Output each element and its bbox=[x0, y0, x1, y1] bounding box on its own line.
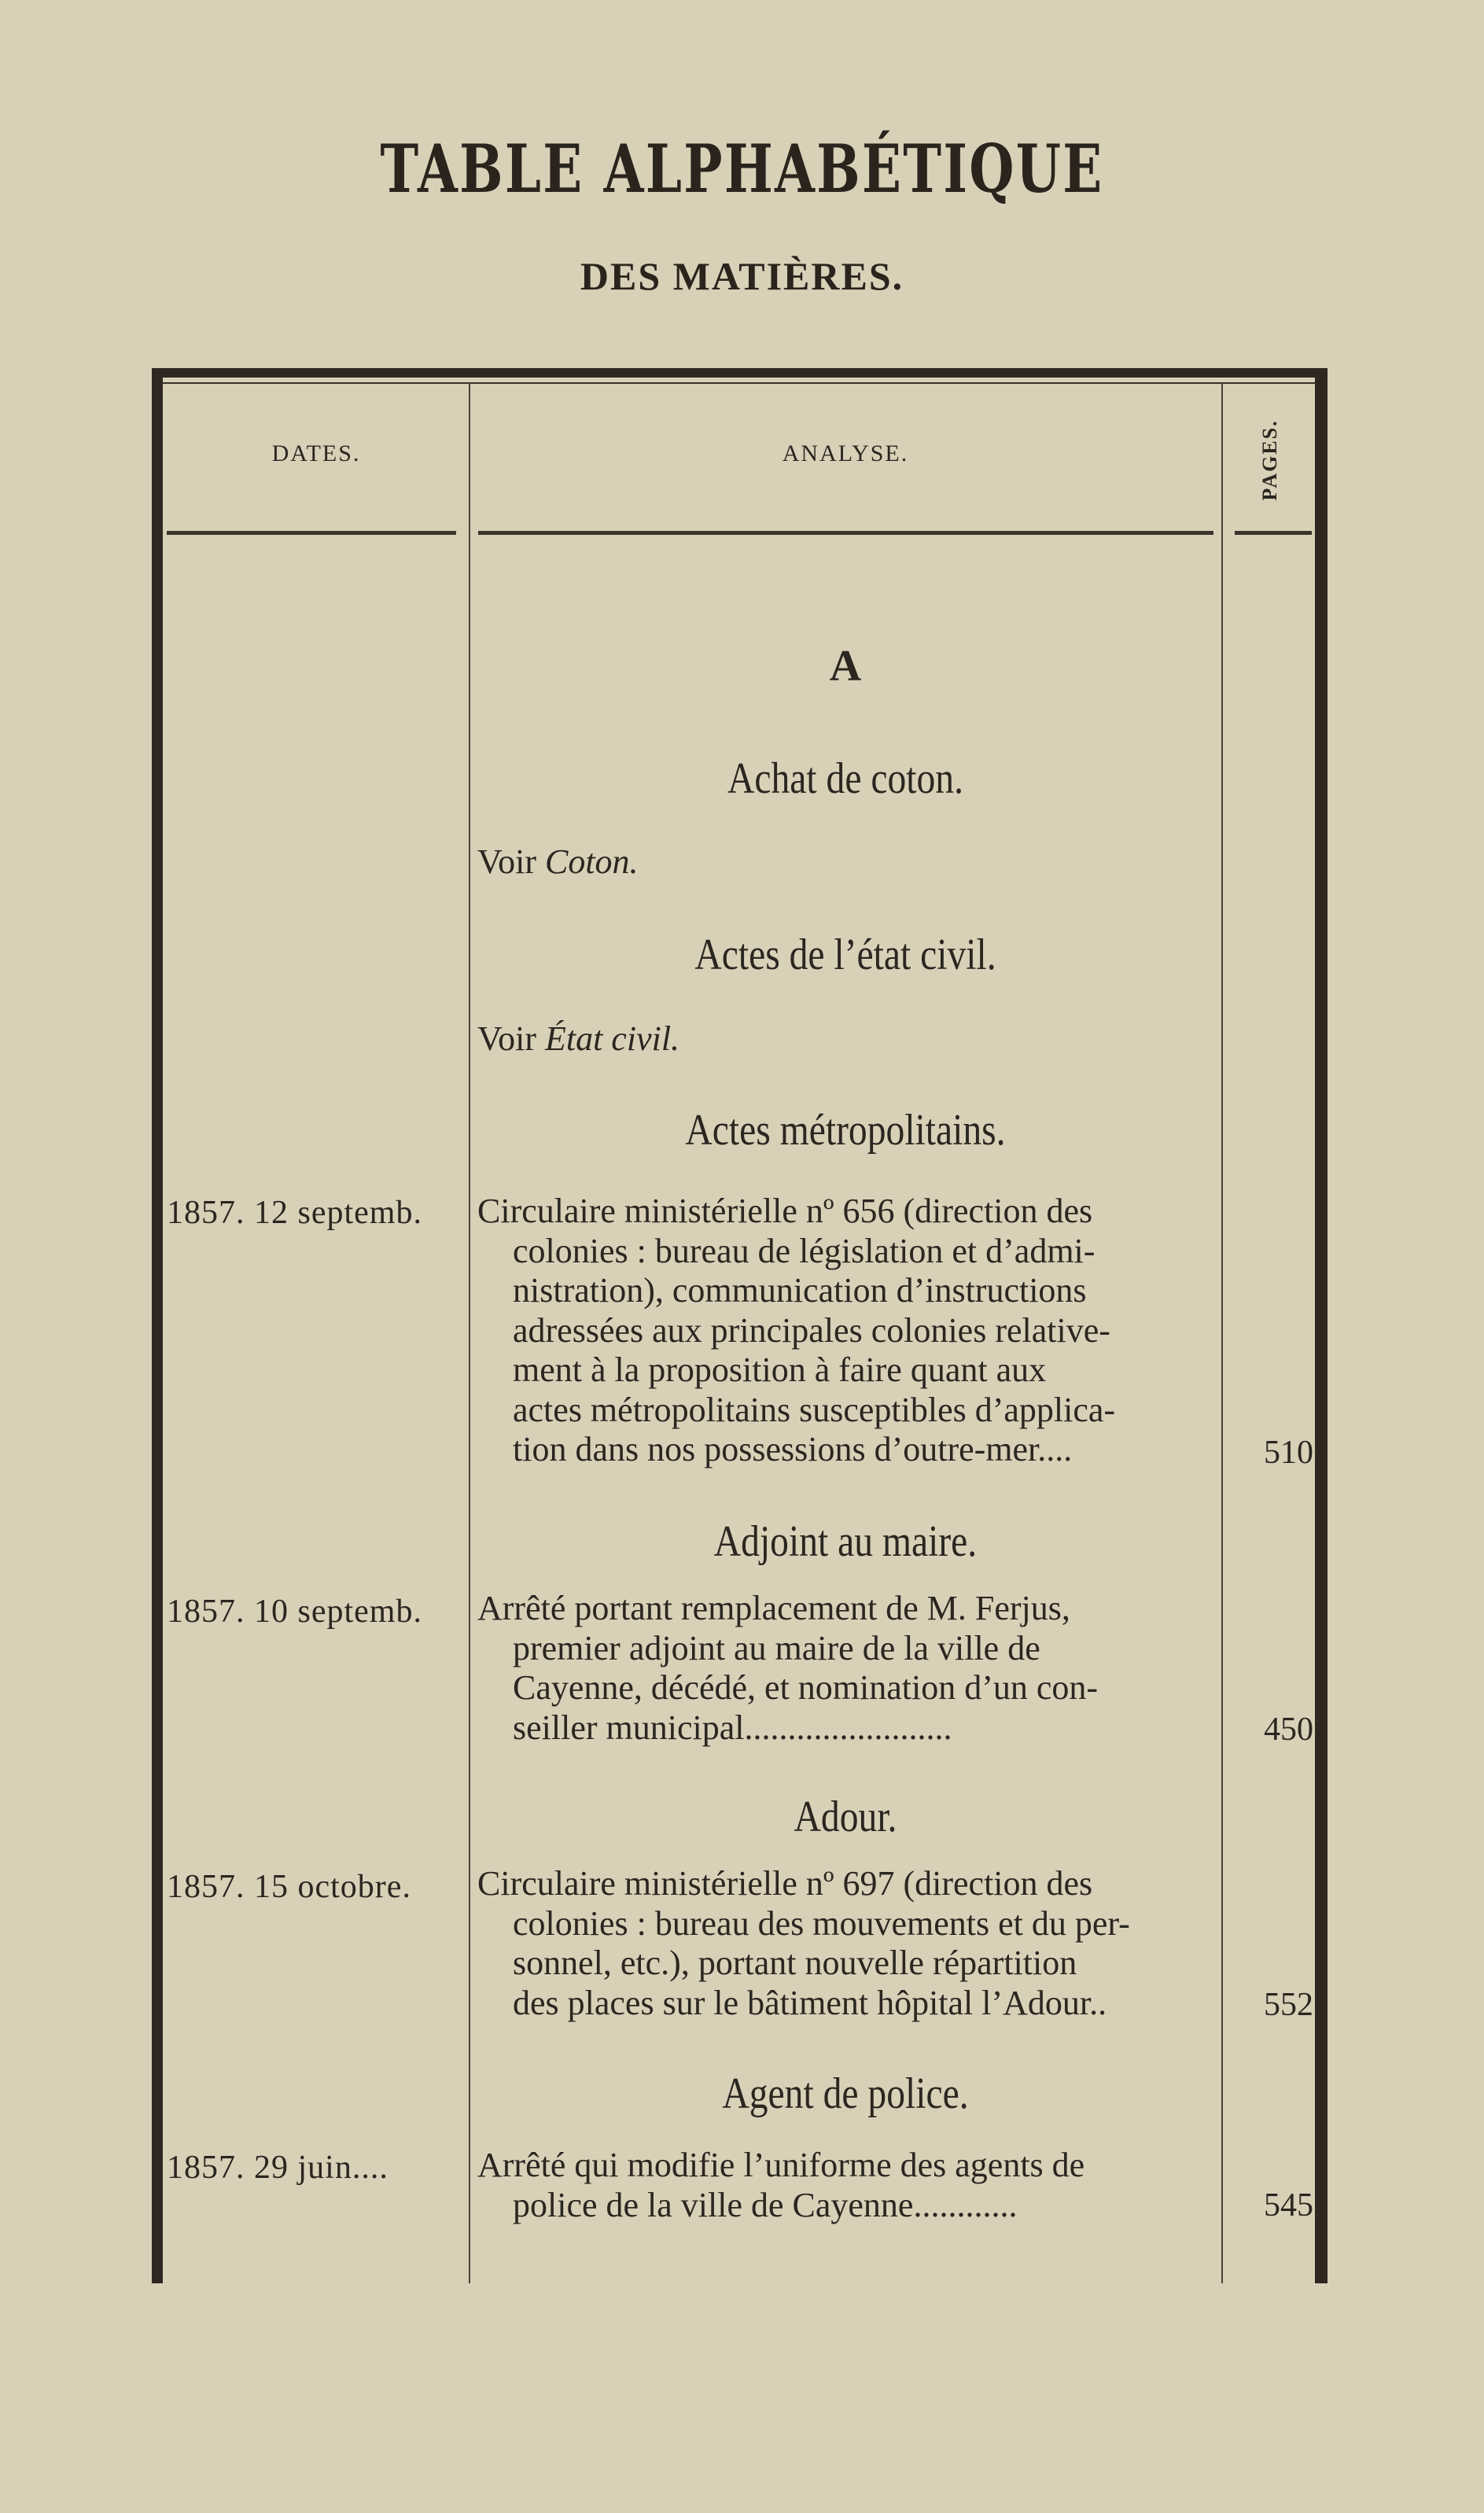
entry-page-number: 552 bbox=[1264, 1987, 1313, 2023]
analysis-line: seiller municipal........................ bbox=[513, 1708, 952, 1747]
column-divider-dates bbox=[469, 384, 470, 2283]
entry-heading: Actes métropolitains. bbox=[685, 1106, 1006, 1155]
entry-page-number: 510 bbox=[1264, 1435, 1313, 1471]
header-rule-dates bbox=[167, 531, 456, 535]
header-rule-pages bbox=[1235, 531, 1312, 535]
voir-target: Coton. bbox=[544, 842, 639, 881]
table-top-rule-thin bbox=[152, 382, 1327, 384]
page-title: TABLE ALPHABÉTIQUE bbox=[380, 130, 1104, 208]
cross-reference bbox=[477, 1019, 679, 1059]
voir-label: Voir bbox=[477, 1019, 545, 1058]
analysis-line: Cayenne, décédé, et nomination d’un con- bbox=[513, 1668, 1099, 1707]
column-header-pages: PAGES. bbox=[1258, 419, 1281, 501]
entry-date: 1857. 10 septemb. bbox=[167, 1594, 422, 1630]
analysis-line: des places sur le bâtiment hôpital l’Adour.. bbox=[513, 1983, 1107, 2022]
entry-analysis bbox=[477, 1864, 1217, 2023]
entry-date: 1857. 29 juin.... bbox=[167, 2150, 388, 2186]
entry-page-number: 545 bbox=[1264, 2187, 1313, 2224]
entry-analysis bbox=[477, 1192, 1217, 1470]
entry-heading: Adour. bbox=[794, 1793, 897, 1841]
column-divider-pages bbox=[1221, 384, 1223, 2283]
entry-analysis bbox=[477, 1589, 1217, 1748]
analysis-line: actes métropolitains susceptibles d’applica- bbox=[513, 1390, 1116, 1429]
entry-date: 1857. 15 octobre. bbox=[167, 1869, 411, 1905]
column-header-analyse: ANALYSE. bbox=[782, 440, 909, 466]
analysis-line: police de la ville de Cayenne............ bbox=[513, 2185, 1018, 2224]
analysis-line: premier adjoint au maire de la ville de bbox=[513, 1628, 1040, 1667]
table-top-rule bbox=[152, 368, 1327, 378]
analysis-line: adressées aux principales colonies relative- bbox=[513, 1310, 1110, 1350]
voir-target: État civil. bbox=[544, 1019, 680, 1058]
analysis-line: Arrêté qui modifie l’uniforme des agents de bbox=[477, 2146, 1085, 2184]
entry-analysis bbox=[477, 2146, 1217, 2225]
entry-heading: Agent de police. bbox=[722, 2069, 969, 2118]
section-letter: A bbox=[829, 642, 862, 691]
cross-reference bbox=[477, 842, 639, 882]
analysis-line: nistration), communication d’instructions bbox=[513, 1271, 1087, 1310]
entry-heading: Actes de l’état civil. bbox=[694, 930, 996, 979]
entry-date: 1857. 12 septemb. bbox=[167, 1195, 422, 1231]
voir-label: Voir bbox=[477, 842, 545, 881]
column-header-dates: DATES. bbox=[271, 440, 361, 466]
analysis-line: Circulaire ministérielle nº 697 (direction des bbox=[477, 1864, 1093, 1903]
page-subtitle: DES MATIÈRES. bbox=[580, 254, 904, 298]
analysis-line: ment à la proposition à faire quant aux bbox=[513, 1350, 1047, 1389]
entry-heading: Adjoint au maire. bbox=[713, 1517, 978, 1566]
analysis-line: Circulaire ministérielle nº 656 (direction des bbox=[477, 1192, 1093, 1230]
analysis-line: Arrêté portant remplacement de M. Ferjus, bbox=[477, 1589, 1070, 1627]
entry-page-number: 450 bbox=[1264, 1712, 1313, 1748]
analysis-line: colonies : bureau de législation et d’admi- bbox=[513, 1231, 1096, 1270]
analysis-line: tion dans nos possessions d’outre-mer.... bbox=[513, 1430, 1073, 1468]
table-left-border bbox=[152, 368, 163, 2283]
entry-heading: Achat de coton. bbox=[727, 754, 964, 803]
analysis-line: sonnel, etc.), portant nouvelle répartition bbox=[513, 1944, 1077, 1982]
header-rule-analyse bbox=[478, 531, 1213, 535]
table-right-border bbox=[1315, 368, 1327, 2283]
analysis-line: colonies : bureau des mouvements et du per- bbox=[513, 1903, 1130, 1943]
